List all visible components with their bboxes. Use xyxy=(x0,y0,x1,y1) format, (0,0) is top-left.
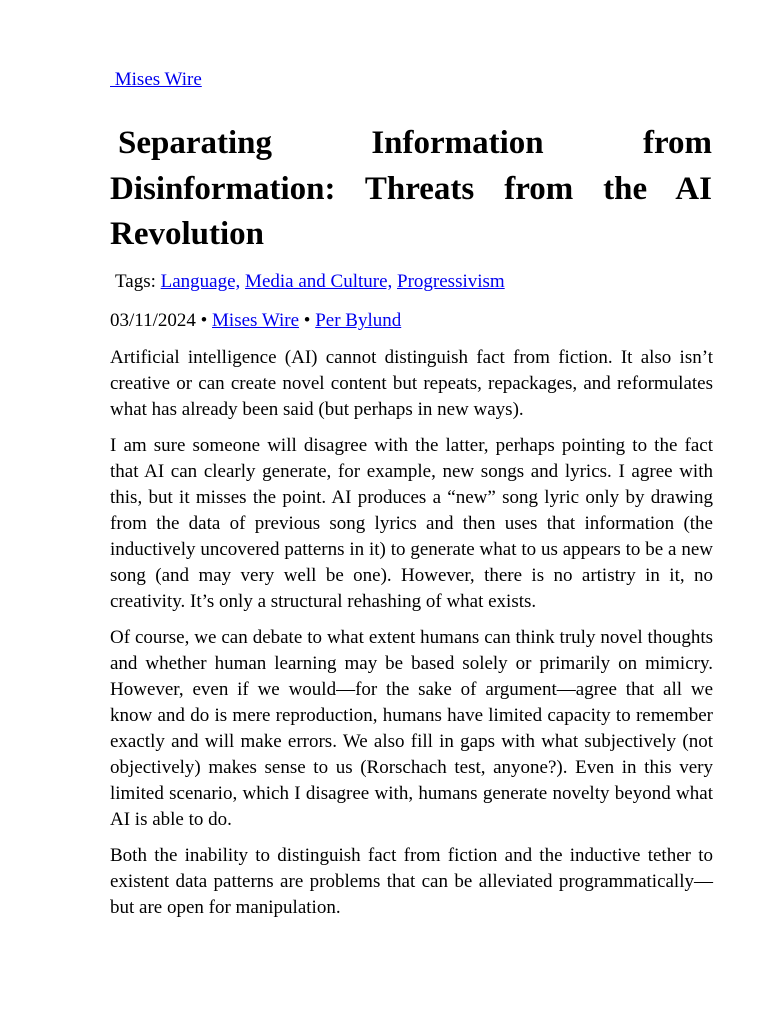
article-meta xyxy=(110,309,401,333)
tag-link-language[interactable]: Language, xyxy=(160,271,241,292)
author-link[interactable]: Per Bylund xyxy=(315,310,402,331)
section-link-mises-wire[interactable]: Mises Wire xyxy=(110,69,202,90)
article-title-text: Separating Information from Disinformation: Threats from the AI Revolution xyxy=(110,125,712,252)
tag-link-progressivism[interactable]: Progressivism xyxy=(397,271,505,292)
source-link-mises-wire[interactable]: Mises Wire xyxy=(212,310,300,331)
tag-link-media-and-culture[interactable]: Media and Culture, xyxy=(245,271,393,292)
article-paragraph: I am sure someone will disagree with the latter, perhaps pointing to the fact that AI can clearly generate, for example, new songs and lyrics. I agree with this, but it misses the point. AI produces a “new” song lyric only by drawing from the data of previous song lyrics and then uses that information (the inductively uncovered patterns in it) to generate what to us appears to be a new song (and may very well be one). However, there is no artistry in it, no creativity. It’s only a structural rehashing of what exists. xyxy=(110,435,713,612)
tags-line xyxy=(110,270,505,294)
publish-date: 03/11/2024 xyxy=(110,310,196,331)
article-paragraph: Both the inability to distinguish fact from fiction and the inductive tether to existent data patterns are problems that can be alleviated programmatically—but are open for manipulation. xyxy=(110,845,713,918)
article-paragraph: Artificial intelligence (AI) cannot distinguish fact from fiction. It also isn’t creative or can create novel content but repeats, repackages, and reformulates what has already been said (but perhaps in new ways). xyxy=(110,347,713,420)
article-paragraph: Of course, we can debate to what extent humans can think truly novel thoughts and whether human learning may be based solely or primarily on mimicry. However, even if we would—for the sake of argument—agree that all we know and do is mere reproduction, humans have limited capacity to remember exactly and will make errors. We also fill in gaps with what subjectively (not objectively) makes sense to us (Rorschach test, anyone?). Even in this very limited scenario, which I disagree with, humans generate novelty beyond what AI is able to do. xyxy=(110,627,713,830)
tags-label: Tags: xyxy=(115,271,161,292)
meta-separator: • xyxy=(299,310,316,331)
meta-separator: • xyxy=(195,310,213,331)
article-title xyxy=(110,121,712,258)
article-body xyxy=(110,345,713,931)
